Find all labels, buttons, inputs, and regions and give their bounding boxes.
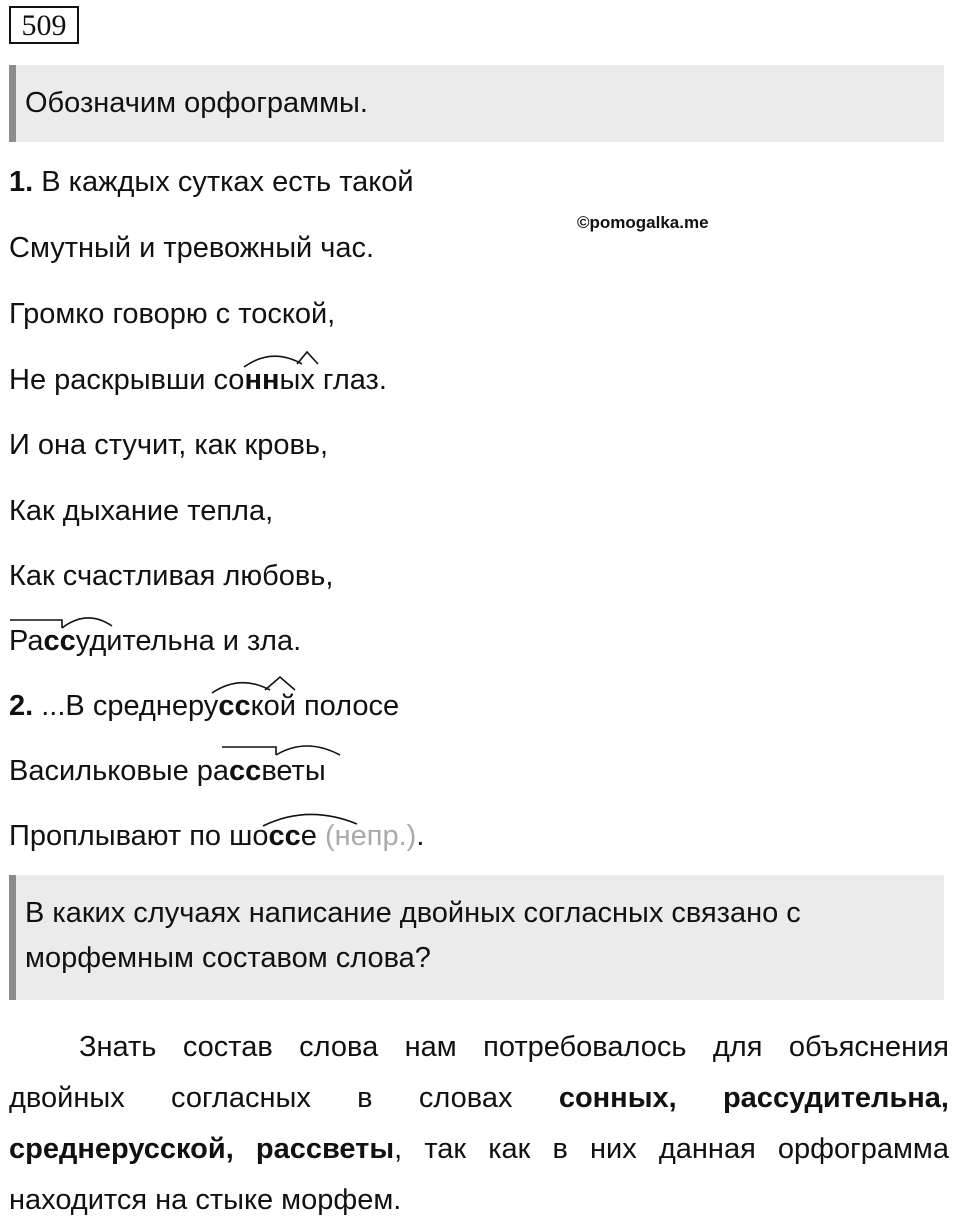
instruction-text: Обозначим орфограммы. xyxy=(25,87,368,119)
poem2-line2 xyxy=(9,751,326,791)
orthogram-letters: сс xyxy=(218,690,251,722)
poem1-line7: Как счастливая любовь, xyxy=(9,560,334,592)
poem1-line4 xyxy=(9,360,387,400)
poem1-line3: Громко говорю с тоской, xyxy=(9,298,336,330)
poem1-number: 1. xyxy=(9,166,34,198)
poem1-line2: Смутный и тревожный час. xyxy=(9,232,375,264)
text-segment: Ра xyxy=(9,625,44,657)
question-banner xyxy=(9,875,944,1000)
text-segment: . xyxy=(416,820,425,852)
poem1-line1-text: В каждых сутках есть такой xyxy=(33,166,414,198)
orthogram-letters: сс xyxy=(43,625,76,657)
poem2-line3 xyxy=(9,816,424,856)
text-segment: веты xyxy=(261,755,326,787)
poem2-number: 2. xyxy=(9,690,34,722)
text-segment: Васильковые ра xyxy=(9,755,230,787)
text-segment: ых глаз. xyxy=(279,364,387,396)
poem1-line5: И она стучит, как кровь, xyxy=(9,429,329,461)
poem1-line6: Как дыхание тепла, xyxy=(9,495,274,527)
instruction-banner xyxy=(9,65,944,142)
question-text: В каких случаях написание двойных согласных связано с морфемным составом слова? xyxy=(25,897,801,974)
answer-text: Знать состав слова нам потребовалось для объяснения двойных согласных в словах xyxy=(9,1031,949,1114)
poem1-line1 xyxy=(9,162,414,202)
text-segment: е xyxy=(300,820,317,852)
watermark: ©pomogalka.me xyxy=(577,213,709,232)
task-number: 509 xyxy=(9,6,79,44)
text-segment: кой полосе xyxy=(250,690,400,722)
poem2-line1 xyxy=(9,686,399,726)
poem1-line8 xyxy=(9,621,301,661)
text-segment: удительна и зла. xyxy=(75,625,302,657)
orthogram-letters: сс xyxy=(229,755,262,787)
answer-text: , так как в них данная орфограмма находится на стыке морфем. xyxy=(9,1133,949,1216)
orthogram-letters: сс xyxy=(268,820,301,852)
answer-paragraph xyxy=(9,1022,949,1226)
orthogram-letters: нн xyxy=(244,364,280,396)
text-segment: ...В среднеру xyxy=(33,690,219,722)
text-segment: Проплывают по шо xyxy=(9,820,269,852)
note-unchangeable: (непр.) xyxy=(316,820,417,852)
answer-words: сонных, рассудительна, среднерусской, рассветы xyxy=(9,1082,949,1165)
text-segment: Не раскрывши со xyxy=(9,364,245,396)
